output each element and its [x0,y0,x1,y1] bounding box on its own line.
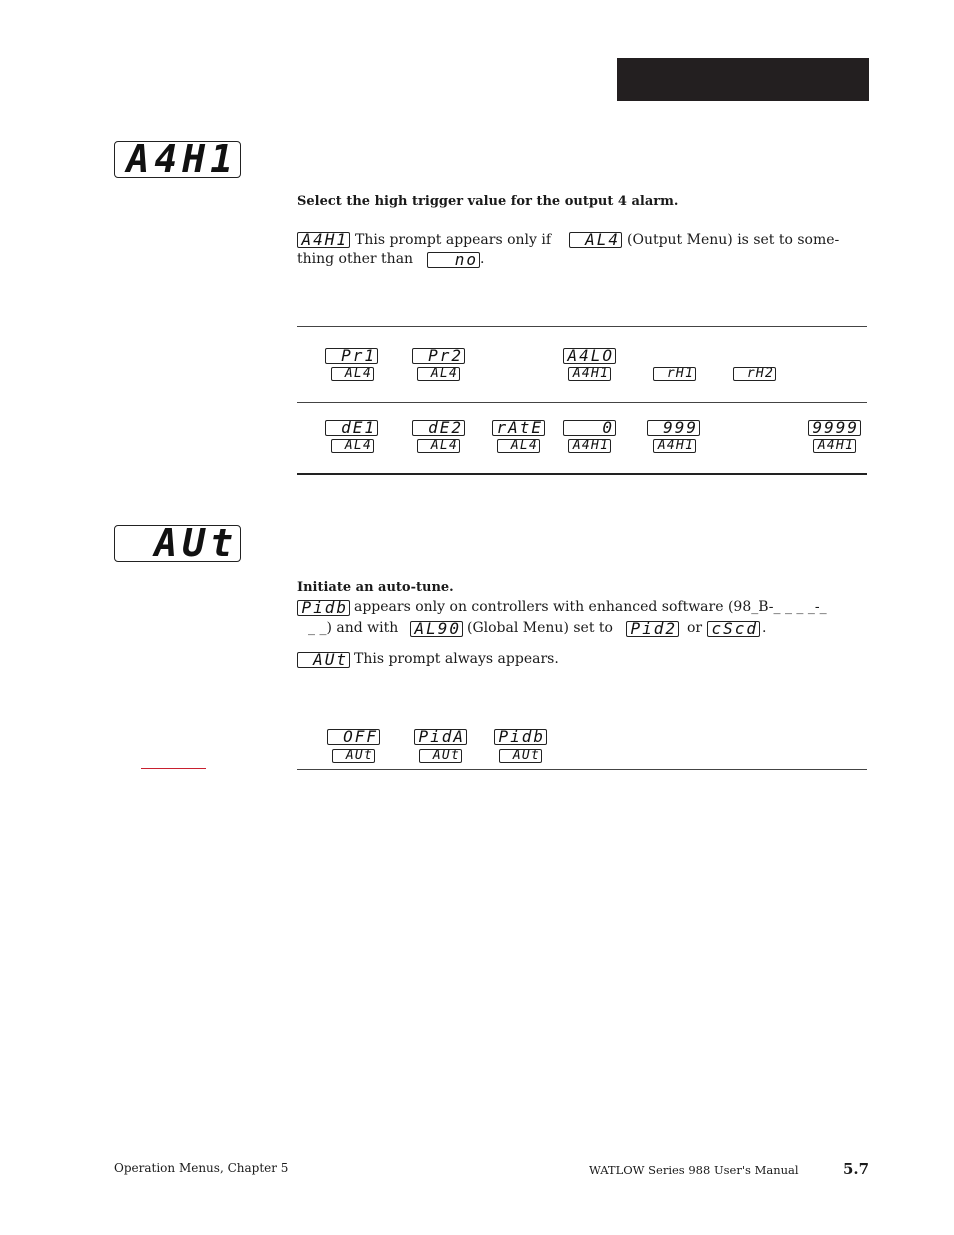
page-number: 5.7 [843,1160,870,1178]
display-top: Pr2 [412,348,465,364]
note-text: . [480,251,485,267]
section-heading-aut: Initiate an auto-tune. [297,580,454,595]
display-top: Pr1 [325,348,378,364]
display-bottom: A4H1 [813,439,856,453]
prompt-display-aut: AUt [114,525,241,562]
display-top: rAtE [492,420,545,436]
note-text: thing other than [297,251,414,267]
display-top: OFF [327,729,380,745]
inline-display-value: Pid2 [626,621,679,637]
footer-chapter: Operation Menus, Chapter 5 [114,1161,289,1175]
display-top: 9999 [808,420,861,436]
display-top: 999 [647,420,700,436]
footer-manual-title: WATLOW Series 988 User's Manual [589,1163,799,1177]
display-top: Pidb [494,729,547,745]
note-text: . [762,620,767,636]
display-bottom: rH2 [733,367,776,381]
display-bottom: A4H1 [568,367,611,381]
note-text: _ _) and with [308,620,399,636]
display-top: dE2 [412,420,465,436]
table-rule [297,326,867,327]
display-top: 0 [563,420,616,436]
display-top: PidA [414,729,467,745]
display-bottom: AL4 [331,367,374,381]
display-top: dE1 [325,420,378,436]
inline-display-option: Pidb [297,600,350,616]
inline-display-value: no [427,252,480,268]
section-heading-a4h1: Select the high trigger value for the output 4 alarm. [297,194,679,209]
table-rule [297,769,867,770]
inline-display-menu: AL4 [569,232,622,248]
display-top: A4LO [563,348,616,364]
table-rule [297,402,867,403]
display-bottom: AL4 [497,439,540,453]
note-text: This prompt always appears. [354,651,559,667]
red-rule [141,768,206,769]
display-bottom: A4H1 [568,439,611,453]
display-bottom: AL4 [417,439,460,453]
display-bottom: AUt [332,749,375,763]
prompt-display-a4h1: A4H1 [114,141,241,178]
display-bottom: AUt [499,749,542,763]
inline-display-value: cScd [707,621,760,637]
inline-display-prompt: A4H1 [297,232,350,248]
note-text: appears only on controllers with enhanced software (98_B-_ _ _ _-_ [354,599,827,615]
note-text: (Global Menu) set to [467,620,613,636]
display-bottom: AL4 [331,439,374,453]
display-bottom: A4H1 [653,439,696,453]
note-text: (Output Menu) is set to some- [627,232,840,248]
table-rule [297,473,867,475]
display-bottom: AL4 [417,367,460,381]
inline-display-menu: AL90 [410,621,463,637]
note-text: or [687,620,703,636]
display-bottom: rH1 [653,367,696,381]
display-bottom: AUt [419,749,462,763]
note-text: This prompt appears only if [355,232,552,248]
header-bar [617,58,869,101]
inline-display-prompt: AUt [297,652,350,668]
